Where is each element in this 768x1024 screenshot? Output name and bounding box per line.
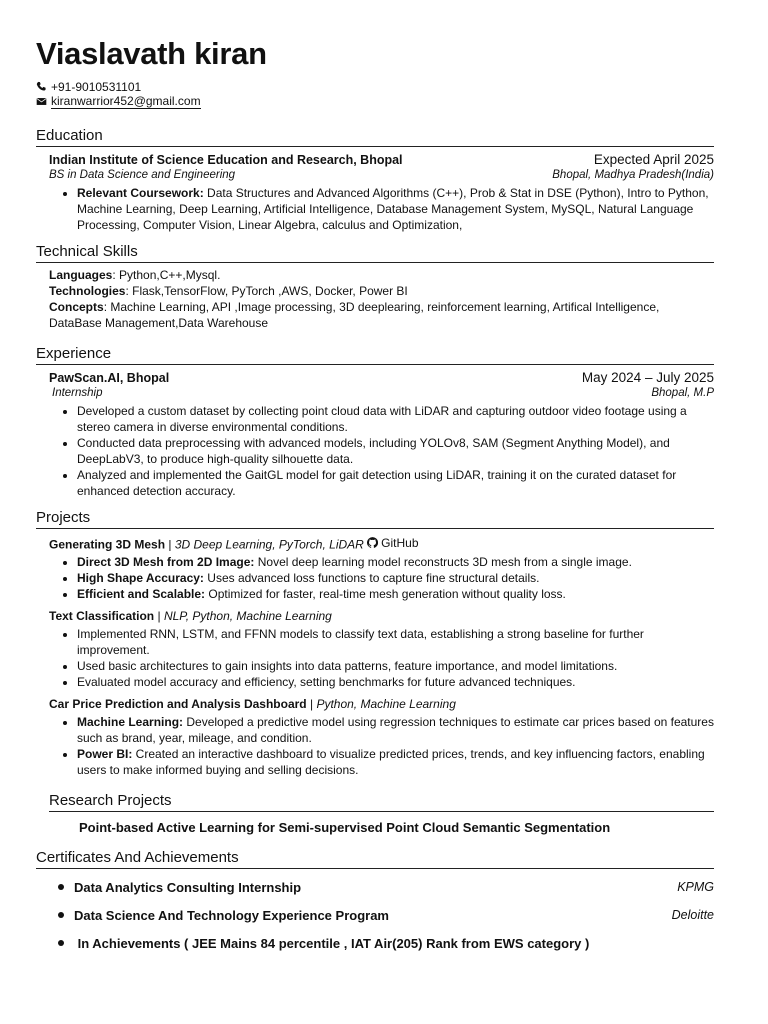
email-row[interactable] <box>36 95 714 109</box>
education-entry-head <box>49 152 714 168</box>
github-label: GitHub <box>381 535 419 550</box>
list-item <box>77 185 714 233</box>
coursework-text: Data Structures and Advanced Algorithms (C++), Prob & Stat in DSE (Python), Intro to Python, Machine Learning, Deep Learning, Artificial Intelligence, Database Management System, MySQL, Natural Language Processing, Computer Vision, Linear Algebra, calculus and Optimization, <box>77 185 709 232</box>
email-link[interactable]: kiranwarrior452@gmail.com <box>51 93 201 108</box>
list-item <box>77 554 714 570</box>
project-separator: | <box>306 697 317 712</box>
list-item <box>36 929 714 957</box>
skills-languages <box>49 267 714 283</box>
project-tech: 3D Deep Learning, PyTorch, LiDAR <box>174 537 364 552</box>
concepts-text: : Machine Learning, API ,Image processing, 3D deeplearing, reinforcement learning, Artifical Intelligence, DataBase Management,Data Warehouse <box>49 299 660 330</box>
phone-icon <box>36 81 47 92</box>
project-bullets-text-classification <box>49 626 714 690</box>
experience-location: Bhopal, M.P <box>651 386 714 399</box>
education-body <box>36 152 714 233</box>
section-title-research: Research Projects <box>49 792 714 812</box>
list-item <box>77 570 714 586</box>
list-item <box>36 901 714 929</box>
languages-label: Languages <box>49 267 113 282</box>
projects-section <box>36 509 714 779</box>
certificate-label: Data Analytics Consulting Internship <box>74 879 302 895</box>
bullet-label: Efficient and Scalable: <box>77 587 206 602</box>
certificate-org: KPMG <box>677 880 714 895</box>
section-title-certificates: Certificates And Achievements <box>36 849 714 869</box>
certificate-left <box>36 880 301 895</box>
concepts-label: Concepts <box>49 299 104 314</box>
certificate-label: In Achievements ( JEE Mains 84 percentile , IAT Air(205) Rank from EWS category ) <box>74 935 590 951</box>
bullet-text: Developed a predictive model using regression techniques to estimate car prices based on features such as brand, year, mileage, and condition. <box>77 715 714 746</box>
phone-number: +91-9010531101 <box>51 79 142 94</box>
bullet-label: High Shape Accuracy: <box>77 571 204 586</box>
research-section <box>49 792 714 835</box>
section-title-experience: Experience <box>36 345 714 365</box>
phone-row <box>36 79 714 95</box>
skills-section <box>36 243 714 331</box>
school-name: Indian Institute of Science Education and Research, Bhopal <box>49 152 403 167</box>
list-item: • Evaluated model accuracy and efficiency, setting benchmarks for future advanced techniques. <box>77 674 714 690</box>
research-item: Point-based Active Learning for Semi-supervised Point Cloud Semantic Segmentation <box>79 820 611 836</box>
company-name: PawScan.AI, Bhopal <box>49 370 170 385</box>
list-item: • Implemented RNN, LSTM, and FFNN models to classify text data, establishing a strong baseline for further improvement. <box>77 626 714 658</box>
project-name: Text Classification <box>49 609 155 624</box>
resume <box>36 38 714 957</box>
candidate-name: Viaslavath kiran <box>36 36 267 71</box>
bullet-label: Power BI: <box>77 747 133 762</box>
skills-body <box>36 267 714 331</box>
certificate-org: Deloitte <box>671 908 714 923</box>
certificate-left <box>36 936 589 951</box>
technologies-label: Technologies <box>49 283 126 298</box>
project-separator: | <box>154 609 164 624</box>
bullet-dot <box>58 912 64 918</box>
list-item <box>77 746 714 778</box>
list-item: • Conducted data preprocessing with advanced models, including YOLOv8, SAM (Segment Anything Model), and DeepLabV3, to produce high-quality silhouette data. <box>77 435 714 467</box>
github-link[interactable] <box>367 535 418 551</box>
list-item: • Analyzed and implemented the GaitGL model for gait detection using LiDAR, training it on the curated dataset for enhanced detection accuracy. <box>77 467 714 499</box>
education-date: Expected April 2025 <box>593 151 714 167</box>
bullet-dot <box>58 884 64 890</box>
certificates-section <box>36 849 714 957</box>
contact-info <box>36 79 714 109</box>
languages-text: : Python,C++,Mysql. <box>112 267 221 282</box>
education-location: Bhopal, Madhya Pradesh(India) <box>552 168 714 181</box>
project-tech: NLP, Python, Machine Learning <box>163 609 332 624</box>
bullet-label: Direct 3D Mesh from 2D Image: <box>77 555 255 570</box>
role: Internship <box>52 386 103 399</box>
bullet-dot <box>58 940 64 946</box>
list-item <box>77 586 714 602</box>
coursework-list <box>49 185 714 233</box>
project-bullets-3d-mesh <box>49 554 714 602</box>
project-tech: Python, Machine Learning <box>316 697 456 712</box>
project-name: Car Price Prediction and Analysis Dashboard <box>49 697 307 712</box>
project-name: Generating 3D Mesh <box>49 537 166 552</box>
education-section <box>36 127 714 233</box>
experience-date: May 2024 – July 2025 <box>581 369 714 385</box>
technologies-text: : Flask,TensorFlow, PyTorch ,AWS, Docker, Power BI <box>125 283 408 298</box>
project-head-text-classification <box>49 608 714 624</box>
bullet-text: Optimized for faster, real-time mesh generation without quality loss. <box>205 587 566 602</box>
list-item <box>77 714 714 746</box>
section-title-projects: Projects <box>36 509 714 529</box>
experience-section <box>36 345 714 499</box>
section-title-education: Education <box>36 127 714 147</box>
experience-entry-head <box>49 370 714 386</box>
list-item <box>36 873 714 901</box>
github-icon <box>367 537 378 548</box>
projects-body <box>36 535 714 779</box>
bullet-text: Uses advanced loss functions to capture fine structural details. <box>203 571 540 586</box>
degree: BS in Data Science and Engineering <box>49 168 236 181</box>
experience-entry-sub <box>49 386 714 401</box>
project-separator: | <box>165 537 175 552</box>
education-entry-sub <box>49 168 714 183</box>
experience-bullets <box>49 403 714 499</box>
coursework-label: Relevant Coursework: <box>77 185 204 200</box>
skills-technologies <box>49 283 714 299</box>
bullet-label: Machine Learning: <box>77 715 184 730</box>
envelope-icon <box>36 96 47 107</box>
list-item: • Used basic architectures to gain insights into data patterns, feature importance, and model limitations. <box>77 658 714 674</box>
list-item: • Developed a custom dataset by collecting point cloud data with LiDAR and capturing outdoor video footage using a stereo camera in diverse environmental conditions. <box>77 403 714 435</box>
bullet-text: Novel deep learning model reconstructs 3D mesh from a single image. <box>254 555 632 570</box>
bullet-text: Created an interactive dashboard to visualize predicted prices, trends, and key influencing factors, enabling users to make informed buying and selling decisions. <box>77 747 705 778</box>
project-head-3d-mesh <box>49 535 714 553</box>
certificate-left <box>36 908 389 923</box>
certificate-label: Data Science And Technology Experience Program <box>74 907 389 923</box>
section-title-skills: Technical Skills <box>36 243 714 263</box>
skills-concepts <box>49 299 714 331</box>
certificates-list <box>36 873 714 957</box>
project-head-car-price <box>49 696 714 712</box>
experience-body <box>36 370 714 499</box>
project-bullets-car-price <box>49 714 714 778</box>
